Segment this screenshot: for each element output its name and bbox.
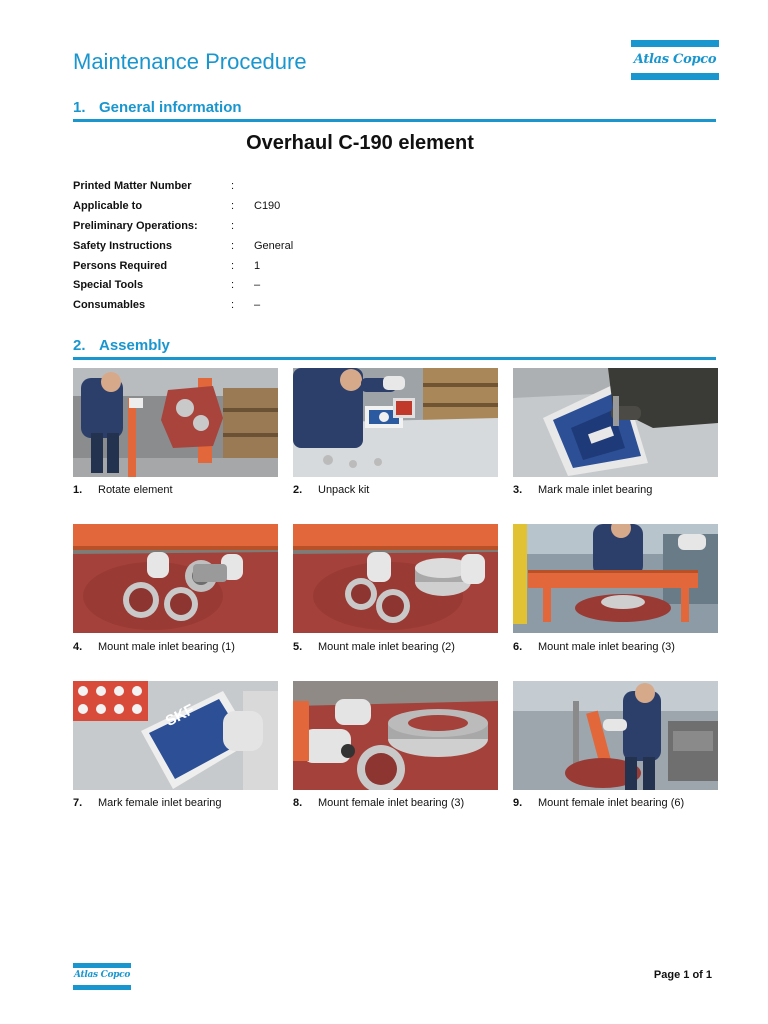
step-photo xyxy=(73,524,278,633)
logo-text: Atlas Copco xyxy=(633,52,717,67)
skf-box-label: SKF xyxy=(162,700,198,731)
info-colon: : xyxy=(231,260,235,272)
step-text: Mount male inlet bearing (2) xyxy=(318,641,455,653)
info-label: Safety Instructions xyxy=(73,240,173,252)
step-caption xyxy=(293,641,455,653)
section-label: Assembly xyxy=(99,337,170,354)
info-colon: : xyxy=(231,279,235,291)
step-caption xyxy=(73,797,222,809)
step-text: Mount female inlet bearing (6) xyxy=(538,797,685,809)
info-value: C190 xyxy=(254,200,281,212)
step-text: Mark female inlet bearing xyxy=(98,797,222,809)
step-photo xyxy=(513,524,718,633)
step-caption xyxy=(513,484,652,496)
step-number: 1. xyxy=(73,484,83,496)
step-caption xyxy=(293,797,464,809)
step-number: 2. xyxy=(293,484,303,496)
step-text: Rotate element xyxy=(98,484,173,496)
info-colon: : xyxy=(231,180,235,192)
step-photo xyxy=(513,681,718,790)
step-text: Mount male inlet bearing (3) xyxy=(538,641,675,653)
section-divider xyxy=(73,357,716,360)
section-assembly-heading xyxy=(73,337,170,354)
footer-atlas-copco-logo xyxy=(73,963,131,990)
info-label: Printed Matter Number xyxy=(73,180,192,192)
step-photo xyxy=(73,368,278,477)
info-colon: : xyxy=(231,200,235,212)
step-number: 4. xyxy=(73,641,83,653)
info-label: Special Tools xyxy=(73,279,144,291)
step-text: Mount male inlet bearing (1) xyxy=(98,641,235,653)
info-value: – xyxy=(254,279,261,291)
section-number: 2. xyxy=(73,337,86,354)
step-photo xyxy=(513,368,718,477)
info-colon: : xyxy=(231,220,235,232)
info-label: Persons Required xyxy=(73,260,168,272)
footer-logo-text: Atlas Copco xyxy=(73,970,131,980)
step-photo xyxy=(293,524,498,633)
step-text: Unpack kit xyxy=(318,484,370,496)
step-photo xyxy=(73,681,278,790)
step-number: 8. xyxy=(293,797,303,809)
info-value: 1 xyxy=(254,260,261,272)
atlas-copco-logo xyxy=(631,40,719,80)
step-number: 9. xyxy=(513,797,523,809)
step-number: 3. xyxy=(513,484,523,496)
step-number: 5. xyxy=(293,641,303,653)
step-number: 6. xyxy=(513,641,523,653)
info-value: – xyxy=(254,299,261,311)
step-text: Mark male inlet bearing xyxy=(538,484,653,496)
page-title: Maintenance Procedure xyxy=(73,49,307,74)
section-label: General information xyxy=(99,99,242,116)
info-label: Applicable to xyxy=(73,200,143,212)
step-photo xyxy=(293,368,498,477)
step-caption xyxy=(293,484,369,496)
page-number: Page 1 of 1 xyxy=(653,969,712,981)
section-number: 1. xyxy=(73,99,86,116)
step-number: 7. xyxy=(73,797,83,809)
info-colon: : xyxy=(231,240,235,252)
info-label: Consumables xyxy=(73,299,146,311)
step-text: Mount female inlet bearing (3) xyxy=(318,797,465,809)
step-caption xyxy=(513,641,675,653)
step-photo xyxy=(293,681,498,790)
info-value: General xyxy=(254,240,294,252)
info-label: Preliminary Operations: xyxy=(73,220,198,232)
section-general-heading xyxy=(73,99,242,116)
document-title: Overhaul C-190 element xyxy=(246,132,474,154)
section-divider xyxy=(73,119,716,122)
step-caption xyxy=(73,641,235,653)
step-caption xyxy=(513,797,684,809)
info-colon: : xyxy=(231,299,235,311)
step-caption xyxy=(73,484,173,496)
